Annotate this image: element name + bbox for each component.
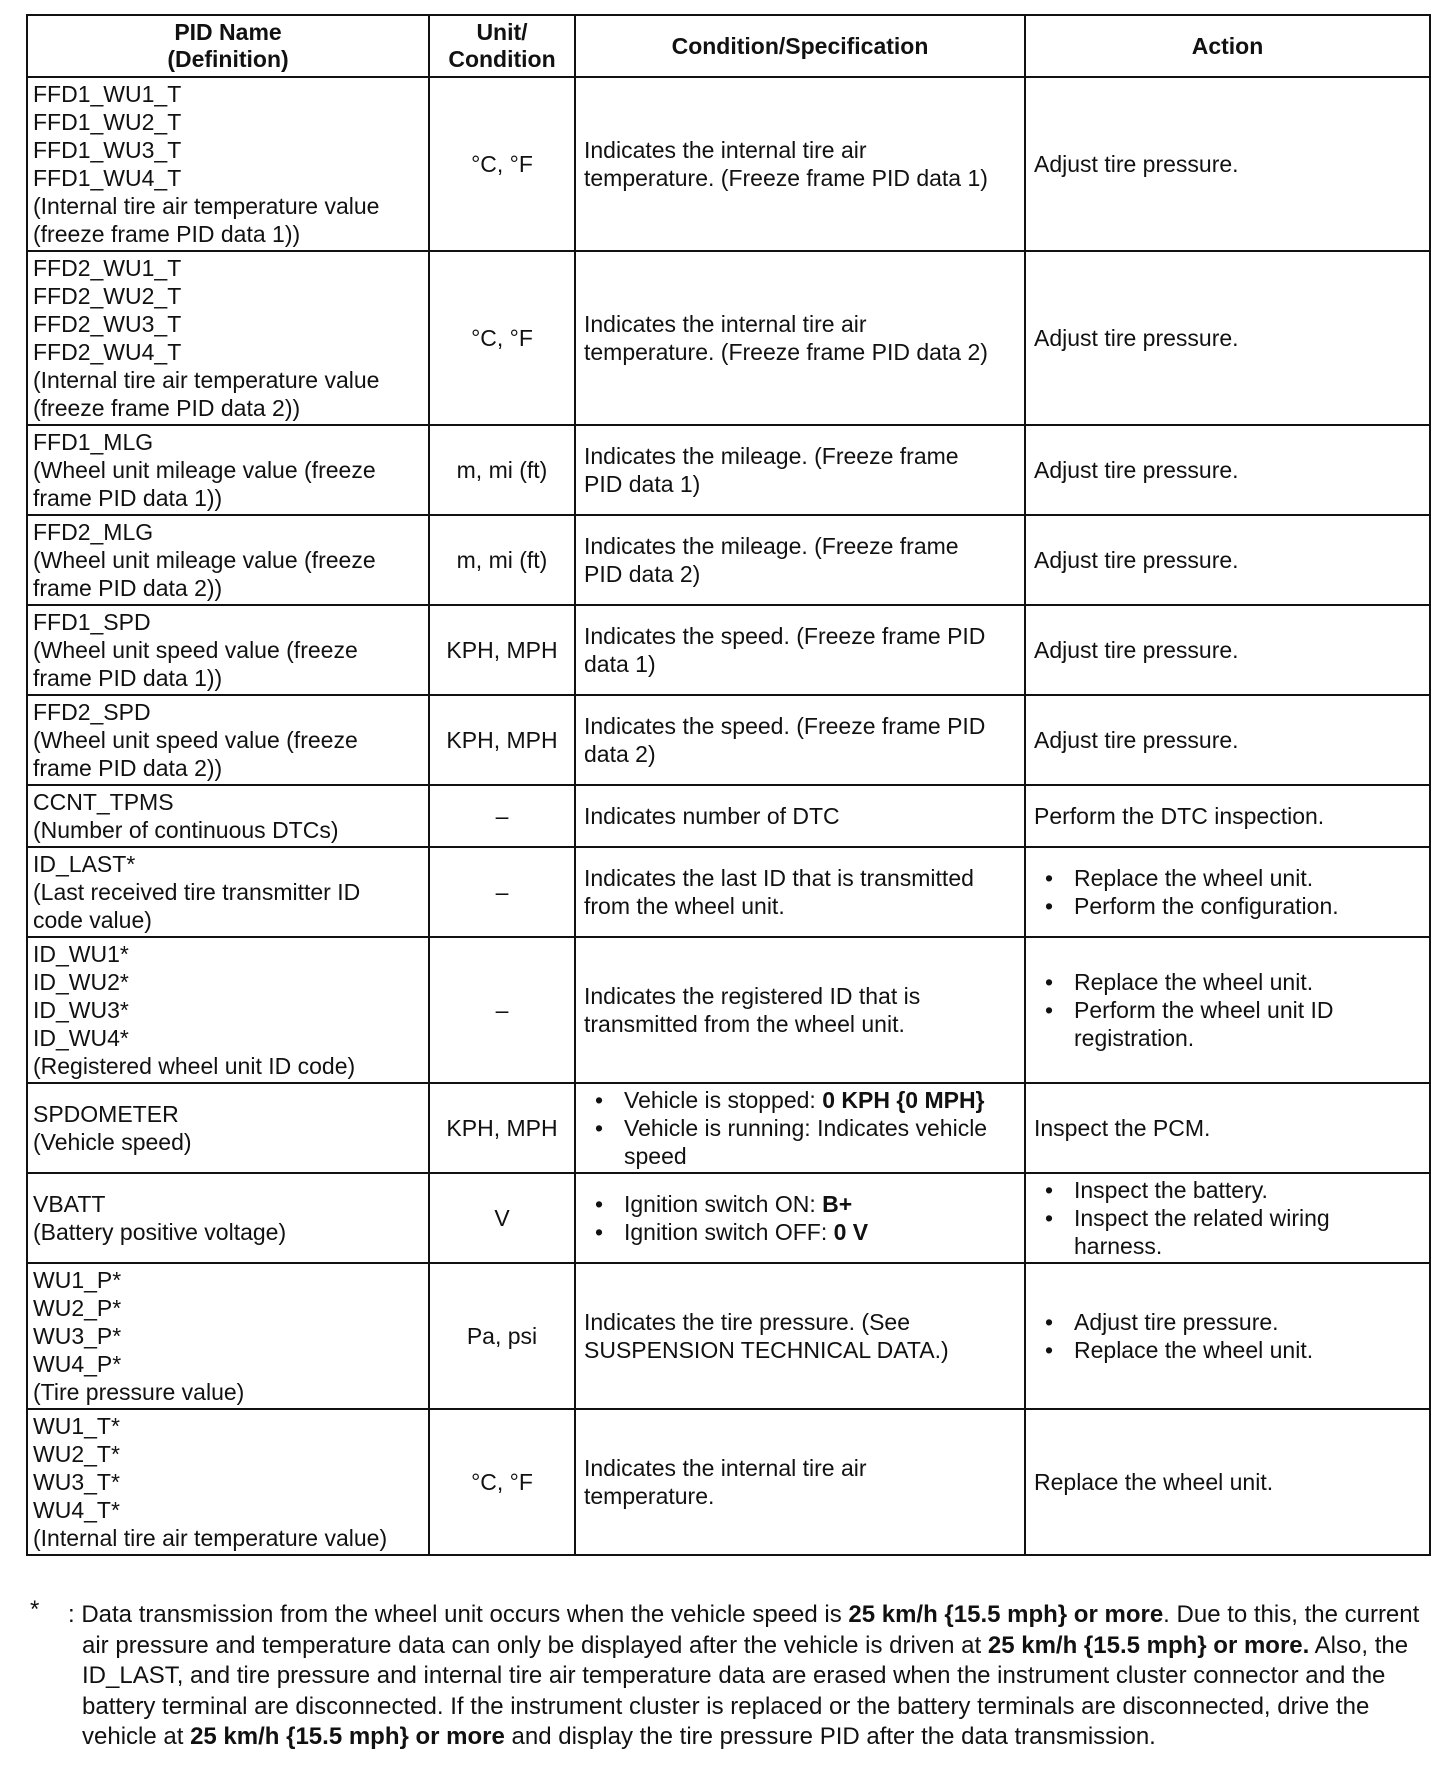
- pid-name-line: WU1_P*: [33, 1267, 122, 1293]
- header-pid-name: [27, 15, 429, 77]
- condition-line: temperature.: [584, 1483, 715, 1509]
- condition-line: data 2): [584, 741, 656, 767]
- condition-line: Indicates the speed. (Freeze frame PID: [584, 713, 986, 739]
- pid-name-line: WU3_P*: [33, 1323, 122, 1349]
- pid-name-line: (Last received tire transmitter ID: [33, 879, 361, 905]
- pid-name-line: FFD2_WU4_T: [33, 339, 182, 365]
- pid-name-line: (Internal tire air temperature value: [33, 193, 380, 219]
- action-line: Adjust tire pressure.: [1034, 547, 1239, 573]
- table-row: [27, 1173, 1430, 1263]
- footnote-text: [68, 1600, 1431, 1753]
- condition-cell: [575, 251, 1025, 425]
- pid-name-line: ID_WU4*: [33, 1025, 129, 1051]
- pid-name-line: FFD2_WU1_T: [33, 255, 182, 281]
- pid-name-line: frame PID data 1)): [33, 485, 223, 511]
- footnote-segment: : Data transmission from the wheel unit occurs when the vehicle speed is: [68, 1601, 849, 1628]
- unit-cell: KPH, MPH: [429, 695, 575, 785]
- condition-bullet-text: Ignition switch ON:: [624, 1191, 823, 1217]
- pid-name-cell: [27, 937, 429, 1083]
- unit-cell: V: [429, 1173, 575, 1263]
- pid-name-line: WU4_T*: [33, 1497, 120, 1523]
- action-cell: [1025, 251, 1430, 425]
- pid-name-line: ID_WU3*: [33, 997, 129, 1023]
- condition-bullet-list: [584, 1190, 1016, 1246]
- condition-line: Indicates the speed. (Freeze frame PID: [584, 623, 986, 649]
- footnote-emphasis: 25 km/h {15.5 mph} or more.: [987, 1631, 1310, 1659]
- condition-bullet: [584, 1114, 1016, 1170]
- condition-cell: [575, 515, 1025, 605]
- header-pid-name-line: PID Name: [174, 19, 282, 45]
- pid-name-cell: [27, 1083, 429, 1173]
- condition-bullet: [584, 1190, 1016, 1218]
- action-line: Adjust tire pressure.: [1034, 325, 1239, 351]
- pid-name-line: FFD1_WU4_T: [33, 165, 182, 191]
- pid-name-line: FFD2_SPD: [33, 699, 151, 725]
- condition-line: SUSPENSION TECHNICAL DATA.): [584, 1337, 949, 1363]
- pid-name-line: WU1_T*: [33, 1413, 120, 1439]
- pid-name-line: (Wheel unit mileage value (freeze: [33, 547, 376, 573]
- condition-line: data 1): [584, 651, 656, 677]
- header-pid-name-line: (Definition): [167, 46, 289, 72]
- pid-name-line: FFD2_WU3_T: [33, 311, 182, 337]
- condition-cell: [575, 425, 1025, 515]
- action-line: Replace the wheel unit.: [1034, 1469, 1274, 1495]
- unit-cell: –: [429, 847, 575, 937]
- condition-line: Indicates the mileage. (Freeze frame: [584, 443, 959, 469]
- pid-name-cell: [27, 1409, 429, 1555]
- action-bullet: • Inspect the battery.: [1034, 1176, 1421, 1204]
- pid-name-line: FFD1_WU3_T: [33, 137, 182, 163]
- pid-name-cell: [27, 847, 429, 937]
- table-row: [27, 425, 1430, 515]
- pid-name-line: SPDOMETER: [33, 1101, 179, 1127]
- unit-cell: °C, °F: [429, 1409, 575, 1555]
- unit-cell: Pa, psi: [429, 1263, 575, 1409]
- action-cell: [1025, 1083, 1430, 1173]
- header-unit-line: Unit/: [476, 19, 528, 45]
- pid-name-cell: [27, 1263, 429, 1409]
- action-bullet: • Perform the configuration.: [1034, 892, 1421, 920]
- table-row: [27, 695, 1430, 785]
- footnote-segment: and display the tire pressure PID after the data transmission.: [504, 1723, 1156, 1750]
- unit-cell: KPH, MPH: [429, 605, 575, 695]
- condition-line: Indicates the registered ID that is: [584, 983, 921, 1009]
- condition-bullet: [584, 1218, 1016, 1246]
- table-row: [27, 605, 1430, 695]
- pid-name-line: FFD2_WU2_T: [33, 283, 182, 309]
- pid-name-line: code value): [33, 907, 152, 933]
- condition-line: Indicates the internal tire air: [584, 311, 867, 337]
- condition-cell: [575, 1409, 1025, 1555]
- pid-name-line: (Internal tire air temperature value): [33, 1525, 388, 1551]
- pid-name-line: (Vehicle speed): [33, 1129, 192, 1155]
- action-bullet: • Perform the wheel unit ID registration.: [1034, 996, 1421, 1052]
- pid-name-line: VBATT: [33, 1191, 106, 1217]
- condition-cell: [575, 1083, 1025, 1173]
- pid-name-line: WU2_P*: [33, 1295, 122, 1321]
- pid-table: [26, 14, 1431, 1556]
- unit-cell: m, mi (ft): [429, 425, 575, 515]
- condition-line: from the wheel unit.: [584, 893, 785, 919]
- action-cell: [1025, 937, 1430, 1083]
- action-bullet-list: [1034, 1176, 1421, 1260]
- pid-name-line: CCNT_TPMS: [33, 789, 174, 815]
- condition-cell: [575, 1263, 1025, 1409]
- unit-cell: °C, °F: [429, 251, 575, 425]
- action-line: Inspect the PCM.: [1034, 1115, 1211, 1141]
- pid-name-line: FFD1_SPD: [33, 609, 151, 635]
- condition-bullet-text: Vehicle is stopped:: [624, 1087, 823, 1113]
- unit-cell: –: [429, 937, 575, 1083]
- pid-name-line: WU2_T*: [33, 1441, 120, 1467]
- condition-cell: [575, 1173, 1025, 1263]
- pid-name-line: (Wheel unit mileage value (freeze: [33, 457, 376, 483]
- pid-name-line: frame PID data 2)): [33, 575, 223, 601]
- table-row: [27, 785, 1430, 847]
- action-line: Adjust tire pressure.: [1034, 457, 1239, 483]
- condition-cell: [575, 77, 1025, 251]
- pid-name-line: (Number of continuous DTCs): [33, 817, 339, 843]
- action-bullet: • Replace the wheel unit.: [1034, 968, 1421, 996]
- condition-bullet: [584, 1086, 1016, 1114]
- pid-name-line: WU3_T*: [33, 1469, 120, 1495]
- unit-cell: m, mi (ft): [429, 515, 575, 605]
- condition-cell: [575, 937, 1025, 1083]
- unit-cell: °C, °F: [429, 77, 575, 251]
- pid-name-line: FFD1_WU1_T: [33, 81, 182, 107]
- pid-name-line: FFD1_WU2_T: [33, 109, 182, 135]
- pid-name-line: (Battery positive voltage): [33, 1219, 287, 1245]
- action-bullet: • Replace the wheel unit.: [1034, 864, 1421, 892]
- unit-cell: KPH, MPH: [429, 1083, 575, 1173]
- action-cell: [1025, 695, 1430, 785]
- table-row: [27, 937, 1430, 1083]
- action-cell: [1025, 785, 1430, 847]
- header-action: Action: [1025, 15, 1430, 77]
- pid-name-line: (Registered wheel unit ID code): [33, 1053, 356, 1079]
- condition-line: Indicates the last ID that is transmitted: [584, 865, 974, 891]
- pid-name-line: ID_WU2*: [33, 969, 129, 995]
- action-cell: [1025, 77, 1430, 251]
- pid-name-line: (freeze frame PID data 2)): [33, 395, 301, 421]
- pid-name-line: ID_LAST*: [33, 851, 136, 877]
- condition-line: temperature. (Freeze frame PID data 2): [584, 339, 988, 365]
- table-row: [27, 1263, 1430, 1409]
- action-bullet: • Inspect the related wiring harness.: [1034, 1204, 1421, 1260]
- condition-line: Indicates the tire pressure. (See: [584, 1309, 910, 1335]
- action-cell: [1025, 515, 1430, 605]
- pid-name-cell: [27, 785, 429, 847]
- pid-name-cell: [27, 1173, 429, 1263]
- footnote-segment: Also, the ID_LAST, and tire pressure and internal tire air temperature data are erased when the instrument cluster connector and the battery terminal are disconnected. If the instrument cluster is replaced or the battery terminals are disconnected, drive the vehicle at: [82, 1631, 1409, 1750]
- pid-name-cell: [27, 77, 429, 251]
- pid-name-line: (Wheel unit speed value (freeze: [33, 727, 358, 753]
- pid-name-cell: [27, 251, 429, 425]
- footnote-emphasis: 25 km/h {15.5 mph} or more: [848, 1601, 1164, 1628]
- condition-bullet-value: 0 KPH {0 MPH}: [822, 1087, 985, 1113]
- pid-name-line: (freeze frame PID data 1)): [33, 221, 301, 247]
- pid-name-cell: [27, 605, 429, 695]
- unit-cell: –: [429, 785, 575, 847]
- condition-bullet-list: [584, 1086, 1016, 1170]
- action-line: Perform the DTC inspection.: [1034, 803, 1325, 829]
- condition-bullet-text: Ignition switch OFF:: [624, 1219, 834, 1245]
- action-line: Adjust tire pressure.: [1034, 151, 1239, 177]
- condition-line: Indicates the internal tire air: [584, 137, 867, 163]
- footnote: [26, 1596, 1431, 1753]
- condition-bullet-text: Vehicle is running: Indicates vehicle speed: [624, 1115, 988, 1169]
- pid-name-line: (Wheel unit speed value (freeze: [33, 637, 358, 663]
- header-unit: [429, 15, 575, 77]
- action-line: Adjust tire pressure.: [1034, 727, 1239, 753]
- pid-document: [26, 14, 1429, 1556]
- table-header-row: [27, 15, 1430, 77]
- header-unit-line: Condition: [448, 46, 556, 72]
- condition-line: Indicates number of DTC: [584, 803, 840, 829]
- header-condition: Condition/Specification: [575, 15, 1025, 77]
- condition-line: PID data 2): [584, 561, 701, 587]
- action-line: Adjust tire pressure.: [1034, 637, 1239, 663]
- table-row: [27, 847, 1430, 937]
- table-body: [27, 77, 1430, 1555]
- action-bullet-list: [1034, 1308, 1421, 1364]
- condition-line: temperature. (Freeze frame PID data 1): [584, 165, 988, 191]
- table-row: [27, 77, 1430, 251]
- action-bullet-list: [1034, 968, 1421, 1052]
- condition-line: Indicates the mileage. (Freeze frame: [584, 533, 959, 559]
- pid-name-cell: [27, 425, 429, 515]
- table-row: [27, 251, 1430, 425]
- footnote-segment: . Due to this, the current air pressure and temperature data can only be displayed after the vehicle is driven at: [82, 1601, 1420, 1659]
- action-cell: [1025, 1409, 1430, 1555]
- pid-name-line: ID_WU1*: [33, 941, 129, 967]
- table-row: [27, 515, 1430, 605]
- table-row: [27, 1083, 1430, 1173]
- condition-line: PID data 1): [584, 471, 701, 497]
- pid-name-line: FFD1_MLG: [33, 429, 154, 455]
- condition-cell: [575, 605, 1025, 695]
- action-bullet-list: [1034, 864, 1421, 920]
- footnote-marker: *: [30, 1596, 40, 1623]
- action-cell: [1025, 1263, 1430, 1409]
- condition-line: transmitted from the wheel unit.: [584, 1011, 905, 1037]
- pid-name-cell: [27, 515, 429, 605]
- condition-cell: [575, 847, 1025, 937]
- condition-cell: [575, 785, 1025, 847]
- condition-cell: [575, 695, 1025, 785]
- action-cell: [1025, 847, 1430, 937]
- pid-name-line: (Internal tire air temperature value: [33, 367, 380, 393]
- pid-name-line: frame PID data 2)): [33, 755, 223, 781]
- pid-name-line: (Tire pressure value): [33, 1379, 245, 1405]
- table-row: [27, 1409, 1430, 1555]
- action-bullet: • Adjust tire pressure.: [1034, 1308, 1421, 1336]
- pid-name-cell: [27, 695, 429, 785]
- pid-name-line: frame PID data 1)): [33, 665, 223, 691]
- action-cell: [1025, 1173, 1430, 1263]
- pid-name-line: FFD2_MLG: [33, 519, 154, 545]
- pid-name-line: WU4_P*: [33, 1351, 122, 1377]
- condition-line: Indicates the internal tire air: [584, 1455, 867, 1481]
- condition-bullet-value: 0 V: [833, 1219, 869, 1245]
- action-bullet: • Replace the wheel unit.: [1034, 1336, 1421, 1364]
- footnote-emphasis: 25 km/h {15.5 mph} or more: [190, 1723, 505, 1750]
- action-cell: [1025, 605, 1430, 695]
- action-cell: [1025, 425, 1430, 515]
- condition-bullet-value: B+: [822, 1191, 853, 1217]
